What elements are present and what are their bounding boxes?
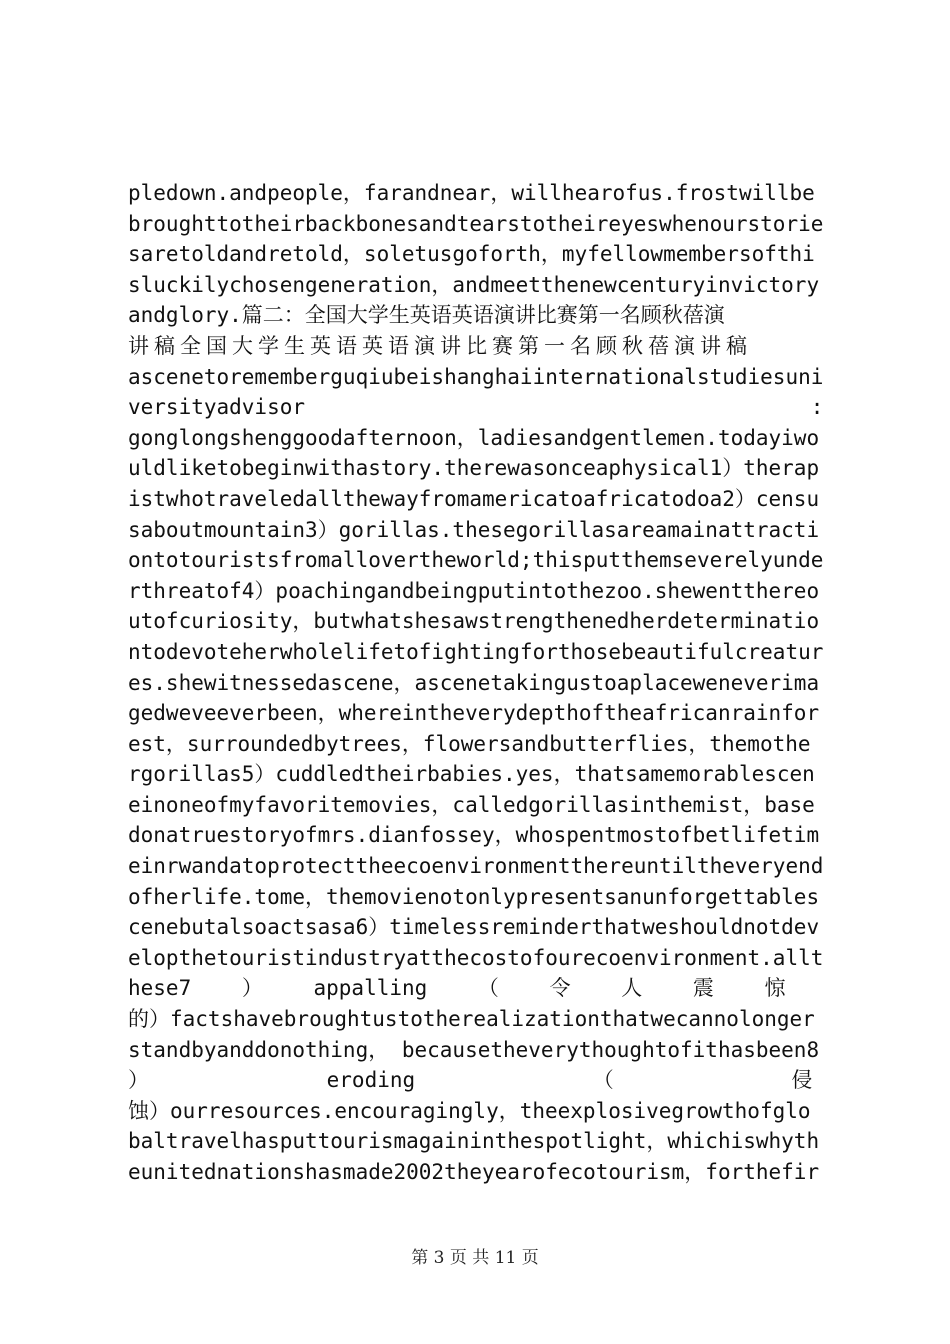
text-line: versityadvisor : bbox=[128, 395, 824, 420]
text-line: ntodevoteherwholelifetofightingforthosebeautifulcreatur bbox=[128, 639, 824, 664]
text-line: eunitednationshasmade2002theyearofecotourism，forthefir bbox=[128, 1160, 820, 1184]
text-line: rgorillas5）cuddledtheirbabies.yes，thatsamemorablescen bbox=[128, 762, 815, 787]
text-line: elopthetouristindustryatthecostofourecoenvironment.allt bbox=[128, 945, 824, 970]
text-line: gedweveeverbeen，whereintheverydepthoftheafricanrainfor bbox=[128, 701, 820, 726]
text-line: 的）factshavebroughtustotherealizationthatwecannolonger bbox=[128, 1007, 815, 1032]
text-line: 讲稿全国大学生英语英语演讲比赛第一名顾秋蓓演讲稿 bbox=[128, 333, 752, 358]
text-line: saretoldandretold，soletusgoforth，myfellowmembersofthi bbox=[128, 242, 815, 267]
text-line: einoneofmyfavoritemovies，calledgorillasinthemist，base bbox=[128, 792, 815, 817]
text-line: pledown.andpeople，farandnear，willhearofus.frostwillbe bbox=[128, 181, 815, 205]
text-line: istwhotraveledallthewayfromamericatoafricatodoa2）censu bbox=[128, 486, 820, 511]
text-line: gonglongshenggoodafternoon，ladiesandgentlemen.todayiwo bbox=[128, 425, 820, 450]
text-line: ascenetorememberguqiubeishanghaiinternationalstudiesuni bbox=[128, 364, 824, 389]
document-body bbox=[128, 178, 832, 1188]
text-line: rthreatof4）poachingandbeingputintothezoo.shewentthereo bbox=[128, 578, 820, 603]
text-line: ofherlife.tome，themovienotonlypresentsanunforgettables bbox=[128, 884, 820, 909]
text-line: baltravelhasputtourismagaininthespotlight，whichiswhyth bbox=[128, 1129, 820, 1154]
text-line: ） eroding （ 侵 bbox=[128, 1068, 813, 1093]
text-line: est，surroundedbytrees，flowersandbutterflies，themothe bbox=[128, 731, 811, 756]
text-line: standbyanddonothing， becausetheverythoughtofithasbeen8 bbox=[128, 1037, 820, 1062]
text-line: uldliketobeginwithastory.therewasonceaphysical1）therap bbox=[128, 456, 820, 481]
text-line: andglory.篇二：全国大学生英语英语演讲比赛第一名顾秋蓓演 bbox=[128, 303, 725, 328]
text-line: hese7 ） appalling （ 令 人 震 惊 bbox=[128, 976, 786, 1001]
text-line: einrwandatoprotecttheecoenvironmentthereuntiltheveryend bbox=[128, 854, 824, 879]
text-line: sluckilychosengeneration，andmeetthenewcenturyinvictory bbox=[128, 272, 820, 297]
text-line: ontotouristsfromallovertheworld;thisputthemseverelyunde bbox=[128, 548, 824, 573]
text-line: broughttotheirbackbonesandtearstotheireyeswhenourstorie bbox=[128, 211, 824, 236]
text-line: 蚀）ourresources.encouragingly，theexplosivegrowthofglo bbox=[128, 1098, 811, 1123]
text-line: saboutmountain3）gorillas.thesegorillasareamainattracti bbox=[128, 517, 820, 542]
text-line: es.shewitnessedascene，ascenetakingustoaplaceweneverima bbox=[128, 670, 820, 695]
text-line: utofcuriosity，butwhatshesawstrengthenedherdeterminatio bbox=[128, 609, 820, 634]
text-line: donatruestoryofmrs.dianfossey，whospentmostofbetlifetim bbox=[128, 823, 820, 848]
page-number-footer: 第 3 页 共 11 页 bbox=[411, 1248, 539, 1268]
text-line: cenebutalsoactsasa6）timelessreminderthatweshouldnotdev bbox=[128, 915, 820, 940]
